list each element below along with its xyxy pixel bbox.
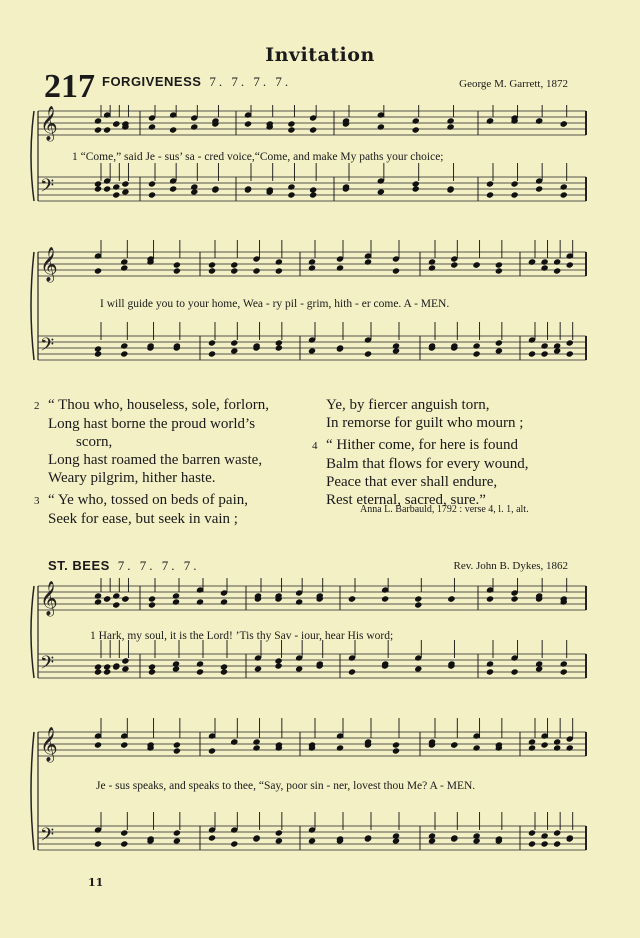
verse-line: “ Ye who, tossed on beds of pain,: [48, 492, 248, 508]
tune-name: ST. BEES: [48, 558, 110, 573]
svg-text:𝄞: 𝄞: [40, 581, 58, 616]
meter: 7. 7. 7. 7.: [117, 558, 200, 573]
lyrics-line: 1 “Come,” said Je - sus’ sa - cred voice,“Come, and make My paths your choice;: [72, 151, 444, 163]
verse-line: scorn,: [76, 434, 113, 450]
section-title: Invitation: [265, 44, 375, 66]
verse-line: Balm that flows for every wound,: [326, 456, 529, 472]
tune-name-forgiveness: [102, 74, 291, 90]
verse-4: [312, 436, 612, 509]
meter: 7. 7. 7. 7.: [209, 74, 292, 89]
verse-line: Peace that ever shall endure,: [326, 474, 498, 490]
verse-line: In remorse for guilt who mourn ;: [326, 415, 524, 431]
verse-3: [34, 491, 324, 528]
verses-left-column: [34, 396, 324, 528]
svg-text:𝄞: 𝄞: [40, 247, 58, 282]
svg-text:𝄞: 𝄞: [40, 106, 58, 141]
verse-line: Long hast roamed the barren waste,: [48, 452, 263, 468]
verse-2: [34, 396, 324, 487]
hymn-number: 217: [44, 68, 95, 105]
verses-right-column: [312, 396, 612, 509]
verse-line: Ye, by fiercer anguish torn,: [326, 397, 490, 413]
svg-text:𝄢: 𝄢: [40, 176, 55, 201]
verse-line: Long hast borne the proud world’s: [48, 416, 256, 432]
lyrics-line: 1 Hark, my soul, it is the Lord! ’Tis thy Sav - iour, hear His word;: [90, 630, 394, 642]
music-system-1: [0, 105, 640, 230]
music-system-3: [0, 578, 640, 708]
verse-number: 2: [34, 400, 40, 412]
composer-credit: Rev. John B. Dykes, 1862: [453, 560, 568, 572]
tune-name-st-bees: [48, 558, 200, 574]
verse-line: Rest eternal, sacred, sure.”: [326, 492, 486, 508]
verse-line: “ Hither come, for here is found: [326, 437, 519, 453]
verse-line: Seek for ease, but seek in vain ;: [48, 511, 238, 527]
verse-number: 3: [34, 495, 40, 507]
page-number: 11: [88, 876, 104, 889]
svg-text:𝄢: 𝄢: [40, 653, 55, 678]
tune-name: FORGIVENESS: [102, 74, 202, 89]
music-system-4: [0, 718, 640, 868]
verse-line: “ Thou who, houseless, sole, forlorn,: [48, 397, 269, 413]
verse-3-continued: [312, 396, 612, 432]
verse-number: 4: [312, 440, 318, 452]
lyrics-line: I will guide you to your home, Wea - ry pil - grim, hith - er come. A - MEN.: [100, 298, 450, 310]
svg-text:𝄢: 𝄢: [40, 825, 55, 850]
svg-text:𝄞: 𝄞: [40, 727, 58, 762]
svg-text:𝄢: 𝄢: [40, 335, 55, 360]
verse-line: Weary pilgrim, hither haste.: [48, 470, 216, 486]
lyrics-line: Je - sus speaks, and speaks to thee, “Say, poor sin - ner, lovest thou Me? A - MEN.: [96, 780, 476, 792]
text-attribution: Anna L. Barbauld, 1792 : verse 4, l. 1, alt.: [360, 504, 529, 515]
composer-credit: George M. Garrett, 1872: [459, 78, 568, 90]
